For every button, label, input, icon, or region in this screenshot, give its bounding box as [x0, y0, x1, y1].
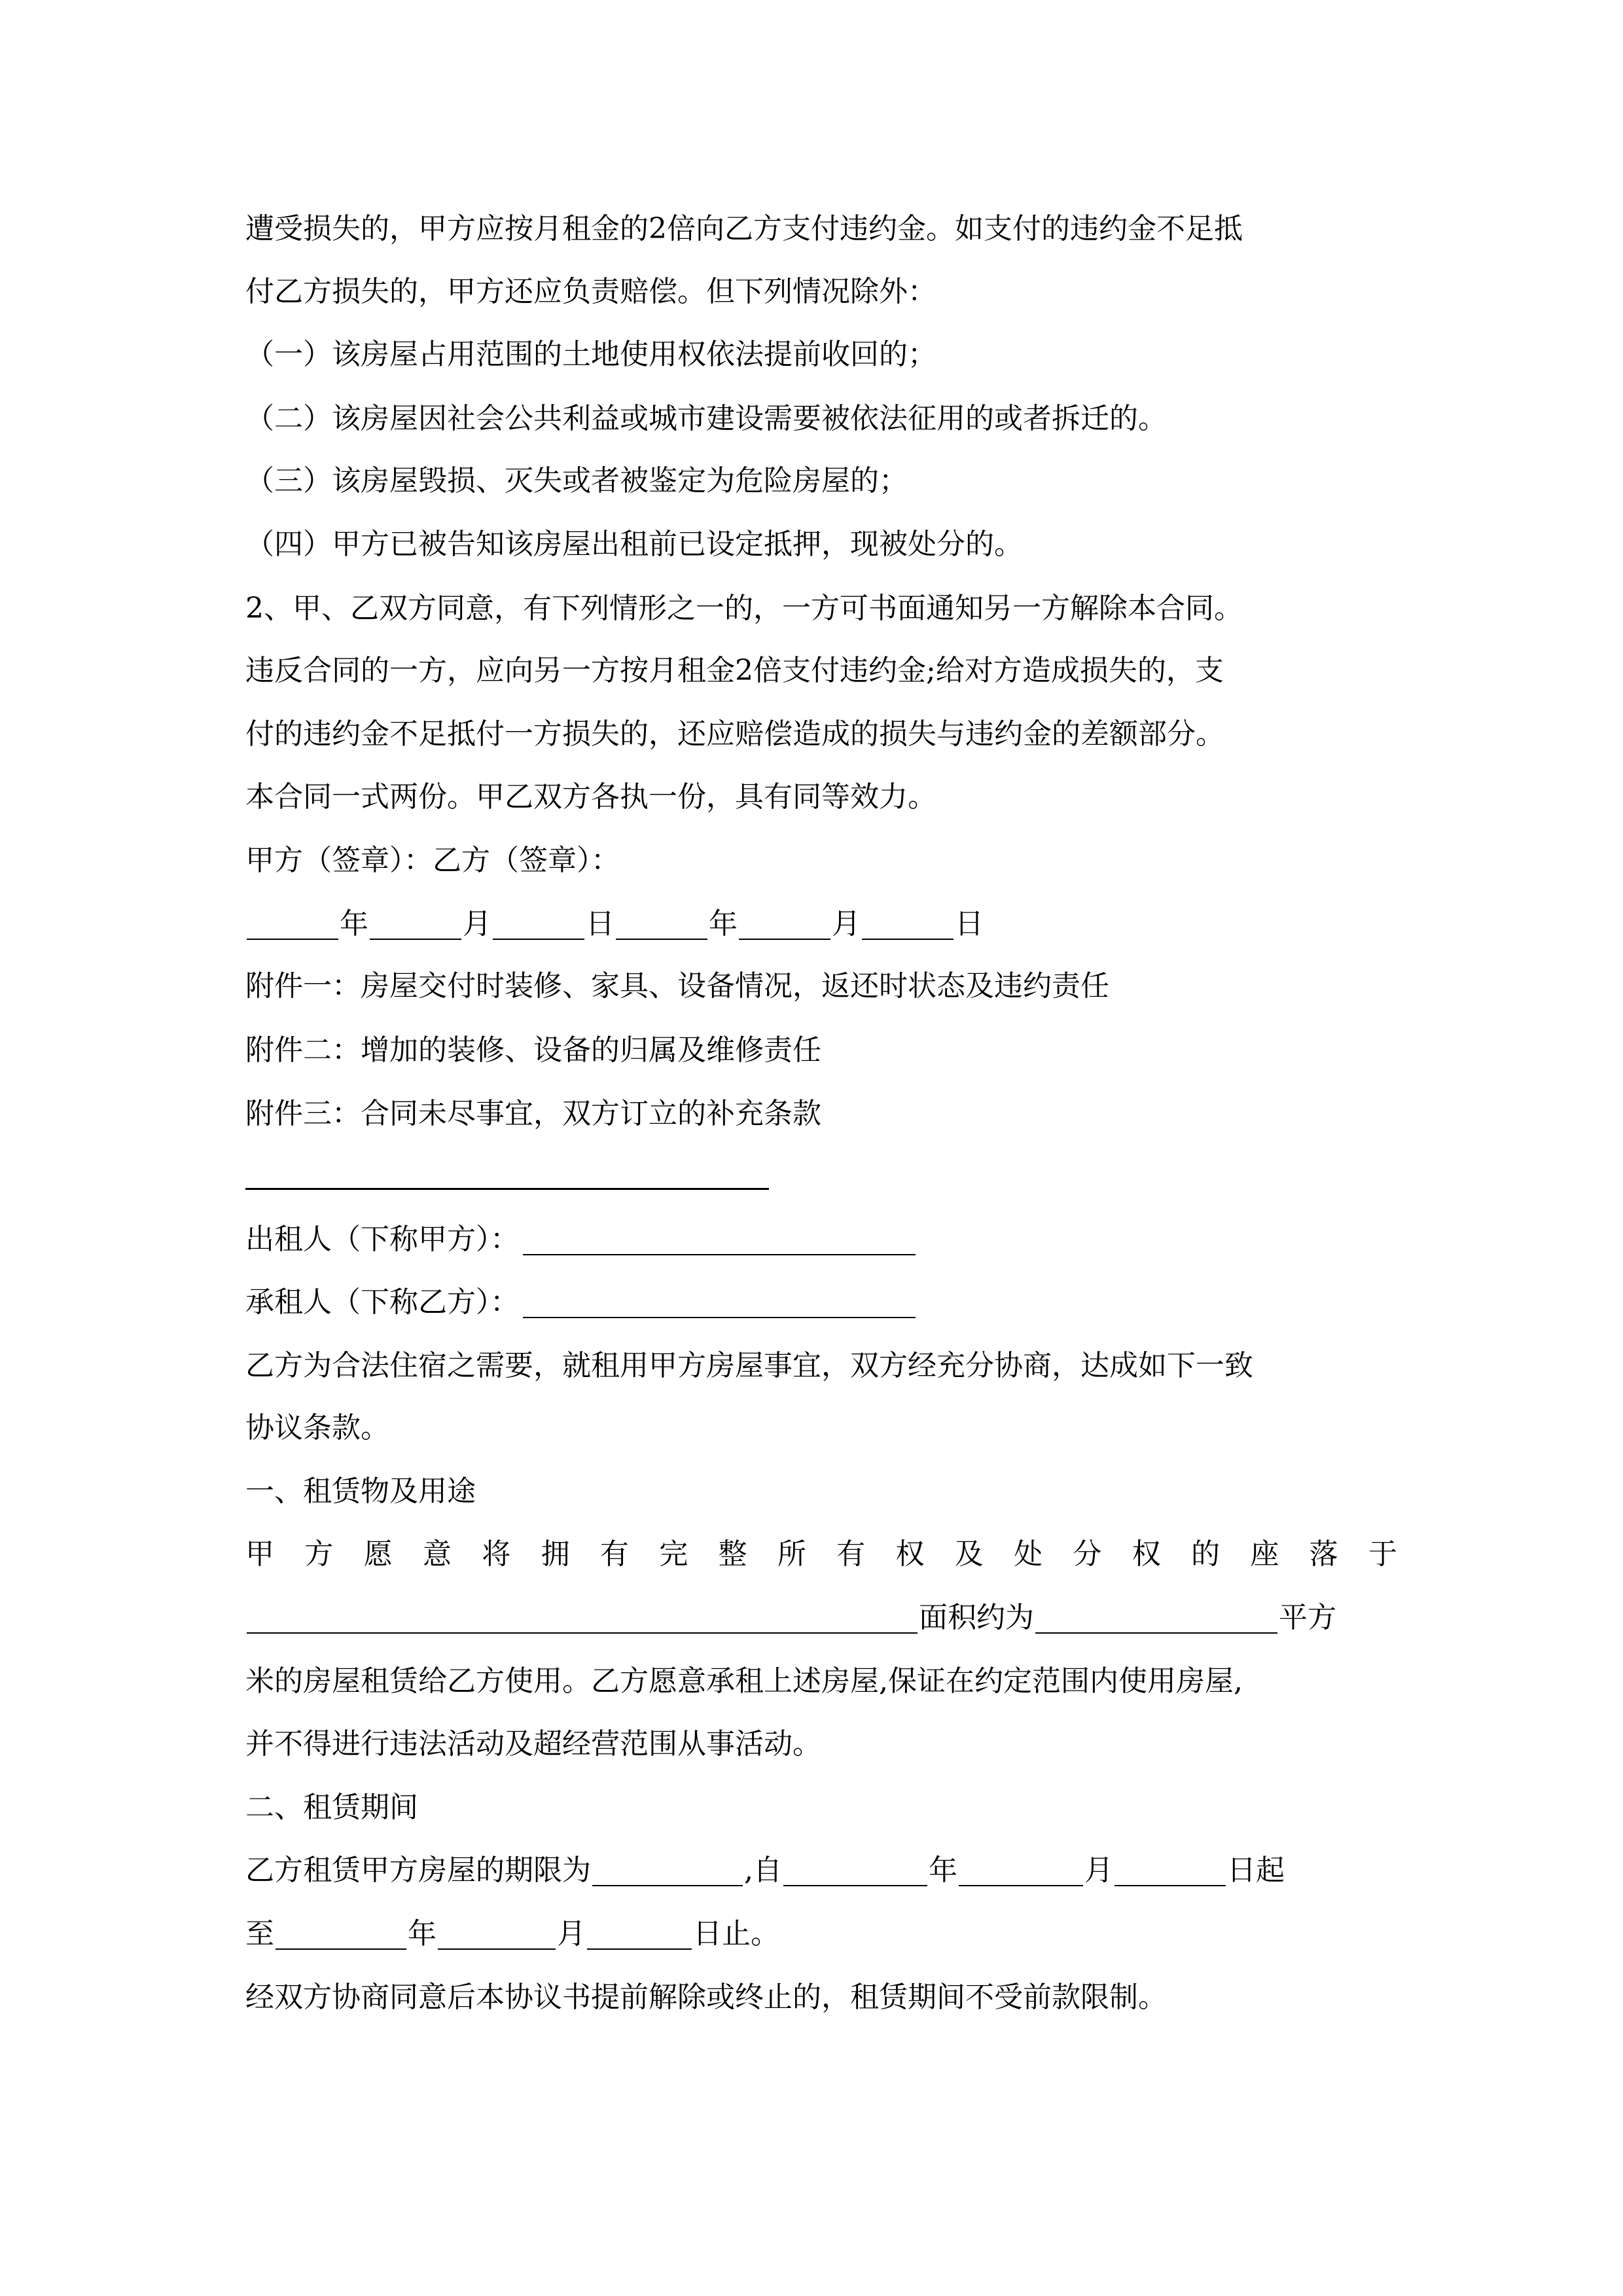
- date-unit: 日: [586, 907, 615, 941]
- term-line-2: [245, 1913, 1397, 1955]
- date-unit: 月: [463, 907, 491, 941]
- term-blank: [592, 1854, 743, 1886]
- section-heading: 二、租赁期间: [245, 1791, 418, 1824]
- justified-char: 权: [895, 1537, 925, 1571]
- day-blank: [493, 907, 584, 940]
- paragraph-line: 并不得进行违法活动及超经营范围从事活动。: [245, 1727, 821, 1761]
- date-unit: 年: [929, 1854, 957, 1887]
- term-text: 至: [245, 1917, 274, 1950]
- term-text: 日起: [1227, 1854, 1285, 1887]
- date-row: [245, 903, 1397, 945]
- lessee-line: [245, 1282, 1397, 1323]
- paragraph-line: 协议条款。: [245, 1411, 389, 1444]
- date-unit: 月: [832, 907, 861, 941]
- date-unit: 日: [955, 907, 984, 941]
- paragraph-line: 付乙方损失的，甲方还应负责赔偿。但下列情况除外：: [245, 275, 936, 308]
- paragraph-line: （一）该房屋占用范围的土地使用权依法提前收回的；: [245, 338, 936, 371]
- term-line: [245, 1850, 1397, 1892]
- paragraph-line: 经双方协商同意后本协议书提前解除或终止的，租赁期间不受前款限制。: [245, 1981, 1167, 2014]
- justified-char: 分: [1073, 1537, 1102, 1571]
- paragraph-line: （二）该房屋因社会公共利益或城市建设需要被依法征用的或者拆迁的。: [245, 402, 1167, 435]
- justified-char: 整: [718, 1537, 747, 1571]
- paragraph-line: 违反合同的一方，应向另一方按月租金2倍支付违约金;给对方造成损失的，支: [245, 654, 1224, 687]
- area-unit: 平方: [1279, 1601, 1336, 1634]
- paragraph-line: 付的违约金不足抵付一方损失的，还应赔偿造成的损失与违约金的差额部分。: [245, 717, 1224, 751]
- lessor-blank: [523, 1223, 916, 1255]
- day-blank: [1115, 1854, 1226, 1886]
- paragraph-line: （三）该房屋毁损、灭失或者被鉴定为危险房屋的；: [245, 464, 908, 497]
- month-blank: [370, 907, 461, 940]
- justified-char: 所: [777, 1537, 806, 1571]
- year-blank: [276, 1917, 406, 1950]
- paragraph-line: 遭受损失的，甲方应按月租金的2倍向乙方支付违约金。如支付的违约金不足抵: [245, 212, 1243, 245]
- location-blank: [247, 1601, 918, 1634]
- justified-char: 有: [599, 1537, 629, 1571]
- month-blank: [438, 1917, 556, 1950]
- justified-char: 权: [1132, 1537, 1161, 1571]
- area-label: 面积约为: [919, 1601, 1034, 1634]
- section-heading: 一、租赁物及用途: [245, 1475, 476, 1508]
- date-unit: 年: [408, 1917, 437, 1950]
- date-unit: 月: [557, 1917, 586, 1950]
- term-text: ,自: [744, 1854, 782, 1887]
- justified-char: 完: [659, 1537, 688, 1571]
- lessor-line: [245, 1219, 1397, 1261]
- date-unit: 年: [340, 907, 368, 941]
- paragraph-line: （四）甲方已被告知该房屋出租前已设定抵押，现被处分的。: [245, 528, 1023, 561]
- justified-char: 甲: [245, 1537, 274, 1571]
- justified-char: 愿: [363, 1537, 393, 1571]
- paragraph-line: 乙方为合法住宿之需要，就租用甲方房屋事宜，双方经充分协商，达成如下一致: [245, 1349, 1253, 1382]
- justified-char: 于: [1368, 1537, 1397, 1571]
- justified-char: 落: [1309, 1537, 1338, 1571]
- attachment-line: 附件三：合同未尽事宜，双方订立的补充条款: [245, 1097, 821, 1130]
- day-blank: [587, 1917, 692, 1950]
- justified-char: 的: [1191, 1537, 1220, 1571]
- justified-char: 意: [422, 1537, 452, 1571]
- paragraph-line: 本合同一式两份。甲乙双方各执一份，具有同等效力。: [245, 780, 936, 814]
- date-unit: 年: [709, 907, 738, 941]
- lessor-label: 出租人（下称甲方）：: [245, 1223, 519, 1256]
- day-blank: [862, 907, 954, 940]
- justified-char: 拥: [541, 1537, 570, 1571]
- paragraph-line-justified: [245, 1534, 1397, 1575]
- month-blank: [959, 1854, 1083, 1886]
- justified-char: 将: [482, 1537, 511, 1571]
- area-line: [245, 1597, 1397, 1639]
- signature-labels: 甲方（签章）：乙方（签章）：: [245, 844, 620, 877]
- justified-char: 有: [836, 1537, 866, 1571]
- attachment-line: 附件一：房屋交付时装修、家具、设备情况，返还时状态及违约责任: [245, 969, 1109, 1003]
- lessee-blank: [523, 1285, 916, 1318]
- justified-char: 方: [304, 1537, 334, 1571]
- section-divider: [245, 1188, 769, 1190]
- lessee-label: 承租人（下称乙方）：: [245, 1285, 519, 1319]
- month-blank: [739, 907, 830, 940]
- term-text: 乙方租赁甲方房屋的期限为: [245, 1854, 591, 1887]
- year-blank: [247, 907, 338, 940]
- year-blank: [783, 1854, 927, 1886]
- paragraph-line: 米的房屋租赁给乙方使用。乙方愿意承租上述房屋,保证在约定范围内使用房屋,: [245, 1664, 1243, 1698]
- date-unit: 月: [1084, 1854, 1113, 1887]
- paragraph-line: 2、甲、乙双方同意，有下列情形之一的，一方可书面通知另一方解除本合同。: [245, 592, 1243, 625]
- term-text: 日止。: [693, 1917, 779, 1950]
- justified-char: 座: [1250, 1537, 1279, 1571]
- justified-char: 处: [1014, 1537, 1043, 1571]
- year-blank: [616, 907, 707, 940]
- area-blank: [1035, 1601, 1277, 1634]
- attachment-line: 附件二：增加的装修、设备的归属及维修责任: [245, 1033, 821, 1067]
- justified-char: 及: [954, 1537, 984, 1571]
